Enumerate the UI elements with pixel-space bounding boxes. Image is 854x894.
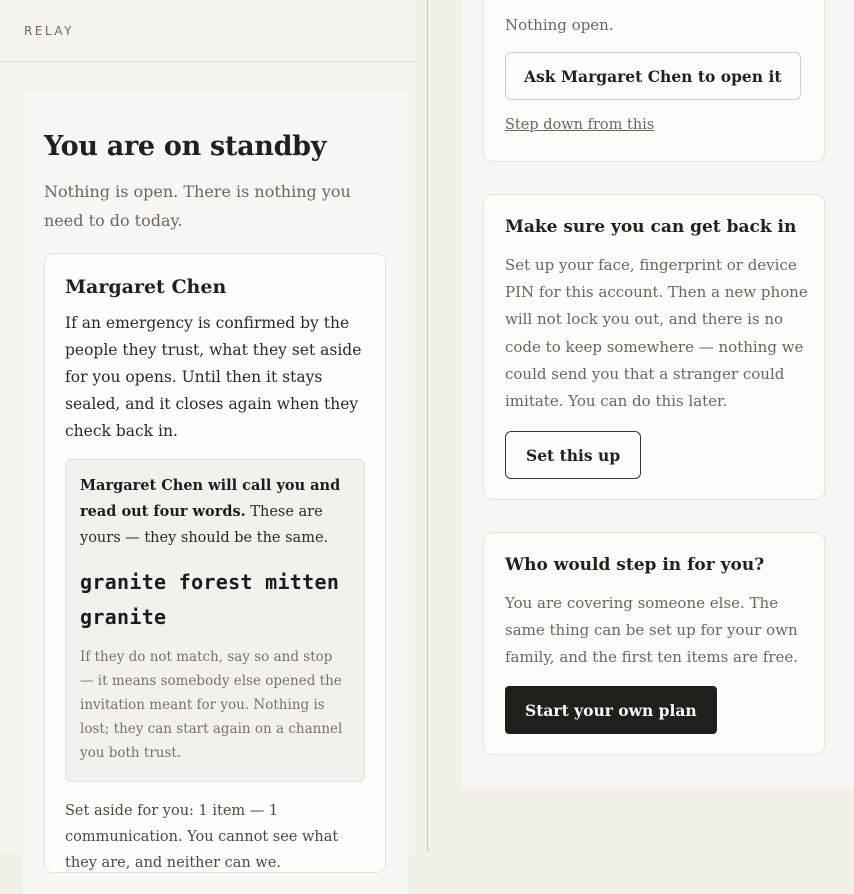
owner-description: If an emergency is confirmed by the people they trust, what they set aside for you opens. Until then it stays sealed, and it closes again when they check back in. xyxy=(65,314,362,440)
page-title: You are on standby xyxy=(44,131,327,162)
plan-card-body: You are covering someone else. The same thing can be set up for your own family, and the first ten items are free. xyxy=(505,594,799,667)
access-card-body: Set up your face, fingerprint or device PIN for this account. Then a new phone will not lock you out, and there is no code to keep somewhere — nothing we could send you that a stranger could imitate. You can do this later. xyxy=(505,256,808,411)
status-text: Nothing open. xyxy=(505,16,614,34)
verification-warning: If they do not match, say so and stop — it means somebody else opened the invitation meant for you. Nothing is lost; they can start again on a channel you both trust. xyxy=(80,649,343,761)
access-card xyxy=(483,194,825,500)
verification-intro xyxy=(80,473,350,551)
owner-name: Margaret Chen xyxy=(65,276,227,298)
right-pane xyxy=(440,0,854,852)
verification-intro-rest: These are yours — they should be the same. xyxy=(80,504,329,546)
step-down-link[interactable]: Step down from this xyxy=(505,117,655,133)
set-aside-summary: Set aside for you: 1 item — 1 communication. You cannot see what they are, and neither can we. xyxy=(65,803,339,871)
page-subtitle: Nothing is open. There is nothing you need to do today. xyxy=(44,182,351,230)
standby-panel xyxy=(23,94,408,894)
brand-logo: RELAY xyxy=(24,23,74,38)
owner-card xyxy=(44,253,386,873)
brand-bar xyxy=(0,0,415,62)
verification-words: granite forest mitten granite xyxy=(80,570,340,629)
right-column xyxy=(462,0,854,790)
status-card xyxy=(483,0,825,162)
ask-to-open-button[interactable]: Ask Margaret Chen to open it xyxy=(505,52,801,100)
left-pane xyxy=(0,0,415,871)
verification-intro-bold: Margaret Chen will call you and read out four words. xyxy=(80,477,341,520)
plan-card xyxy=(483,532,825,755)
start-own-plan-button[interactable]: Start your own plan xyxy=(505,686,717,734)
pane-divider xyxy=(427,0,428,852)
access-card-title: Make sure you can get back in xyxy=(505,217,797,237)
plan-card-title: Who would step in for you? xyxy=(505,555,765,575)
verification-box xyxy=(65,459,365,782)
set-this-up-button[interactable]: Set this up xyxy=(505,431,641,479)
